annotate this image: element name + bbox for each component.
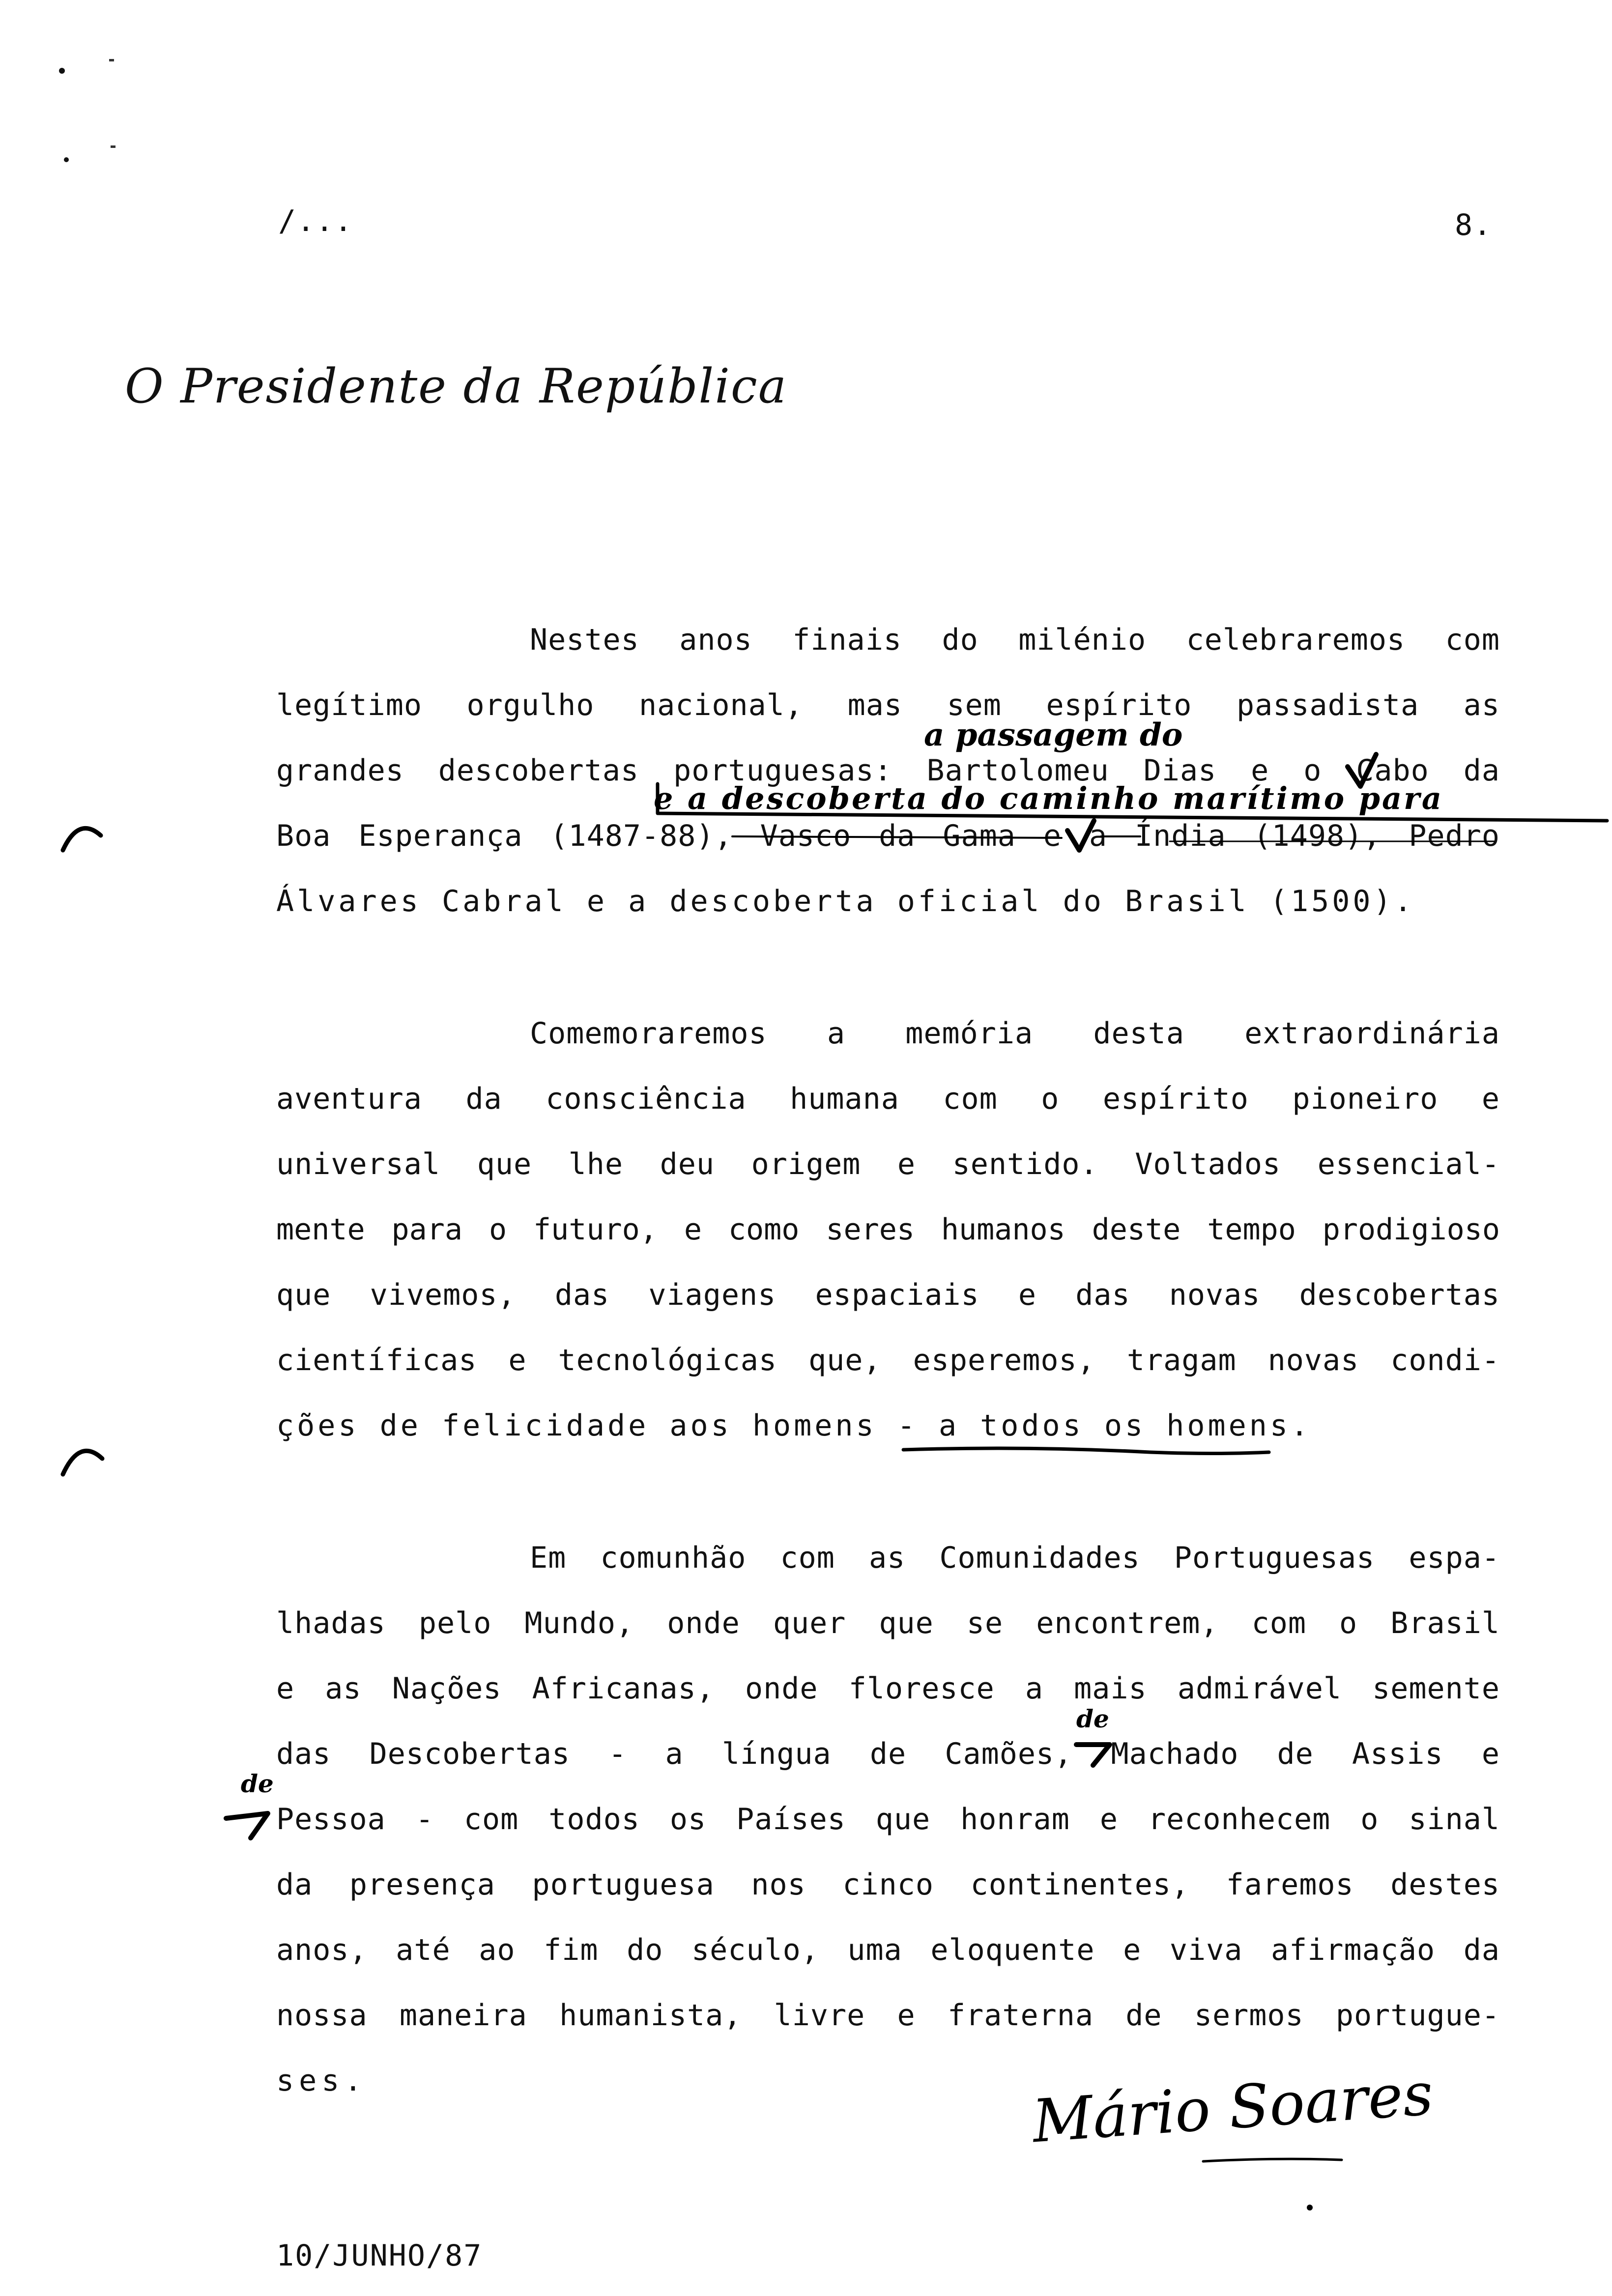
page-number: 8. xyxy=(1455,208,1493,242)
handwritten-insertion: de xyxy=(241,1769,274,1798)
handwritten-insertion: a passagem do xyxy=(924,717,1183,753)
paragraph-line: da presença portuguesa nos cinco continentes, faremos destes xyxy=(276,1867,1500,1902)
paragraph-line: das Descobertas - a língua de Camões, Machado de Assis e xyxy=(276,1737,1500,1771)
paragraph-line: anos, até ao fim do século, uma eloquente e viva afirmação da xyxy=(276,1933,1500,1967)
paragraph-line: grandes descobertas portuguesas: Bartolomeu Dias e o Cabo da xyxy=(276,753,1500,788)
strike-through xyxy=(732,836,1062,838)
paragraph-line: que vivemos, das viagens espaciais e das novas descobertas xyxy=(276,1278,1500,1312)
paragraph-line: nossa maneira humanista, livre e fraterna de sermos portugue- xyxy=(276,1998,1500,2033)
paragraph-line: Comemoraremos a memória desta extraordinária xyxy=(530,1016,1500,1051)
document-date: 10/JUNHO/87 xyxy=(276,2239,483,2273)
handwritten-insertion: e a descoberta do caminho marítimo para xyxy=(654,780,1444,816)
paragraph-line: mente para o futuro, e como seres humanos deste tempo prodigioso xyxy=(276,1212,1500,1247)
handwritten-insertion: de xyxy=(1076,1704,1109,1733)
margin-arc-mark xyxy=(63,828,101,850)
insertion-caret xyxy=(226,1813,268,1838)
insertion-caret xyxy=(1348,754,1376,786)
insertion-caret xyxy=(1076,1745,1110,1765)
paragraph-line: Boa Esperança (1487-88), Vasco da Gama e a Índia (1498), Pedro xyxy=(276,819,1500,853)
paragraph-line: científicas e tecnológicas que, esperemos, tragam novas condi- xyxy=(276,1343,1500,1378)
speck xyxy=(1307,2205,1313,2210)
paragraph-line: legítimo orgulho nacional, mas sem espírito passadista as xyxy=(276,688,1500,722)
paragraph-line: Nestes anos finais do milénio celebraremos com xyxy=(530,623,1500,657)
emphasis-underline xyxy=(903,1448,1269,1454)
paragraph-line: Em comunhão com as Comunidades Portuguesas espa- xyxy=(530,1541,1500,1575)
paragraph-line: lhadas pelo Mundo, onde quer que se encontrem, com o Brasil xyxy=(276,1606,1500,1640)
paragraph-line: Pessoa - com todos os Países que honram e reconhecem o sinal xyxy=(276,1802,1500,1837)
letterhead: O Presidente da República xyxy=(125,359,787,414)
paragraph-line: e as Nações Africanas, onde floresce a mais admirável semente xyxy=(276,1671,1500,1706)
insertion-line xyxy=(658,784,1607,821)
paragraph-line: ções de felicidade aos homens - a todos os homens. xyxy=(276,1408,1312,1443)
paragraph-line: ses. xyxy=(276,2064,367,2098)
paragraph-line: aventura da consciência humana com o espírito pioneiro e xyxy=(276,1082,1500,1116)
continuation-marker: /... xyxy=(278,204,353,238)
signature: Mário Soares xyxy=(1030,2060,1436,2156)
paragraph-line: universal que lhe deu origem e sentido. Voltados essencial- xyxy=(276,1147,1500,1181)
margin-arc-mark xyxy=(63,1451,102,1474)
signature-underline xyxy=(1203,2159,1342,2161)
insertion-caret xyxy=(1067,821,1094,850)
paragraph-line: Álvares Cabral e a descoberta oficial do Brasil (1500). xyxy=(276,884,1415,918)
